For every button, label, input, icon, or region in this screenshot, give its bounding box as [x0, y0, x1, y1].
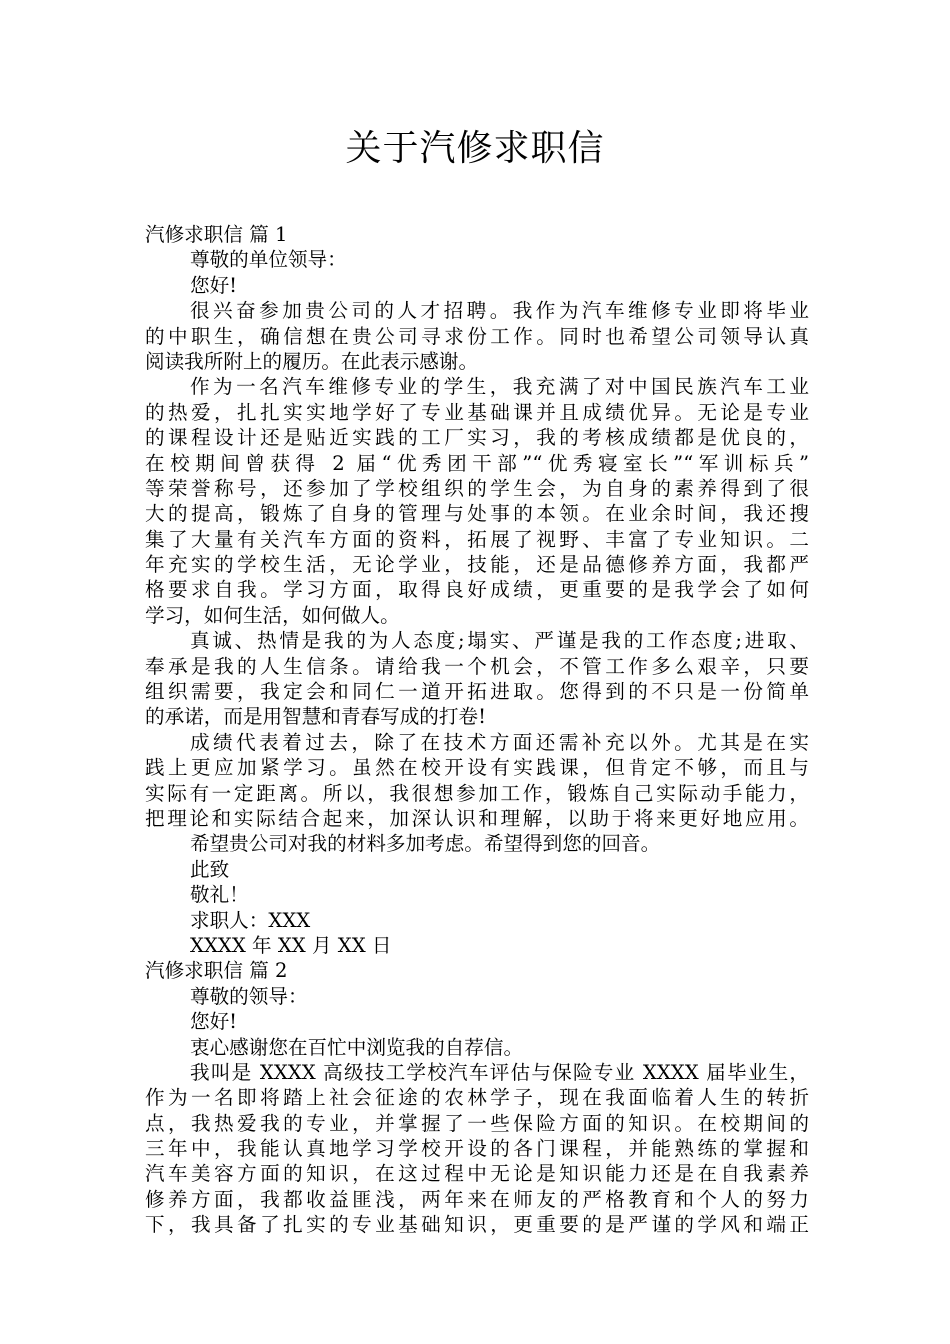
text-line: 下，我具备了扎实的专业基础知识，更重要的是严谨的学风和端正 [145, 1213, 809, 1237]
text-line: 作为一名即将踏上社会征途的农林学子，现在我面临着人生的转折 [145, 1086, 809, 1110]
text-line: 您好! [190, 1010, 238, 1034]
text-line: 点，我热爱我的专业，并掌握了一些保险方面的知识。在校期间的 [145, 1111, 809, 1135]
text-line: 衷心感谢您在百忙中浏览我的自荐信。 [190, 1035, 524, 1059]
text-line: 践上更应加紧学习。虽然在校开设有实践课，但肯定不够，而且与 [145, 756, 809, 780]
text-line: 真诚、热情是我的为人态度;塌实、严谨是我的工作态度;进取、 [190, 629, 809, 653]
text-line: 实际有一定距离。所以，我很想参加工作，锻炼自己实际动手能力， [145, 781, 809, 805]
text-line: 汽修求职信 篇 2 [145, 959, 288, 983]
text-line: 阅读我所附上的履历。在此表示感谢。 [145, 349, 479, 373]
text-line: 三年中，我能认真地学习学校开设的各门课程，并能熟练的掌握和 [145, 1137, 809, 1161]
text-line: 学习，如何生活，如何做人。 [145, 603, 400, 627]
text-line: 您好! [190, 273, 238, 297]
text-line: 的课程设计还是贴近实践的工厂实习，我的考核成绩都是优良的， [145, 426, 809, 450]
text-line: 尊敬的单位领导： [190, 248, 347, 272]
text-line: 等荣誉称号，还参加了学校组织的学生会，为自身的素养得到了很 [145, 476, 809, 500]
text-line: 格要求自我。学习方面，取得良好成绩，更重要的是我学会了如何 [145, 578, 809, 602]
text-line: 此致 [190, 857, 230, 881]
text-line: 的热爱，扎扎实实地学好了专业基础课并且成绩优异。无论是专业 [145, 400, 809, 424]
text-line: 作为一名汽车维修专业的学生，我充满了对中国民族汽车工业 [190, 375, 809, 399]
text-line: 汽车美容方面的知识，在这过程中无论是知识能力还是在自我素养 [145, 1162, 809, 1186]
text-line: 希望贵公司对我的材料多加考虑。希望得到您的回音。 [190, 832, 661, 856]
text-line: 集了大量有关汽车方面的资料，拓展了视野、丰富了专业知识。二 [145, 527, 809, 551]
text-line: 很兴奋参加贵公司的人才招聘。我作为汽车维修专业即将毕业 [190, 299, 809, 323]
text-line: 年充实的学校生活，无论学业，技能，还是品德修养方面，我都严 [145, 553, 809, 577]
text-line: 组织需要，我定会和同仁一道开拓进取。您得到的不只是一份简单 [145, 680, 809, 704]
text-line: 敬礼！ [190, 883, 249, 907]
text-line: 把理论和实际结合起来，加深认识和理解，以助于将来更好地应用。 [145, 806, 809, 830]
text-line: 的中职生，确信想在贵公司寻求份工作。同时也希望公司领导认真 [145, 324, 809, 348]
text-line: 尊敬的领导： [190, 984, 308, 1008]
document-body [145, 222, 809, 1238]
document-title: 关于汽修求职信 [345, 128, 605, 169]
text-line: 奉承是我的人生信条。请给我一个机会，不管工作多么艰辛，只要 [145, 654, 809, 678]
text-line: 成绩代表着过去，除了在技术方面还需补充以外。尤其是在实 [190, 730, 809, 754]
text-line: 修养方面，我都收益匪浅，两年来在师友的严格教育和个人的努力 [145, 1187, 809, 1211]
text-line: 我叫是 XXXX 高级技工学校汽车评估与保险专业 XXXX 届毕业生， [190, 1060, 809, 1084]
text-line: 大的提高，锻炼了自身的管理与处事的本领。在业余时间，我还搜 [145, 502, 809, 526]
text-line: 在校期间曾获得 2 届“优秀团干部”“优秀寝室长”“军训标兵” [145, 451, 809, 475]
text-line: XXXX 年 XX 月 XX 日 [190, 933, 392, 957]
text-line: 汽修求职信 篇 1 [145, 223, 288, 246]
text-line: 的承诺，而是用智慧和青春写成的打卷! [145, 705, 486, 729]
text-line: 求职人：XXX [190, 908, 311, 932]
